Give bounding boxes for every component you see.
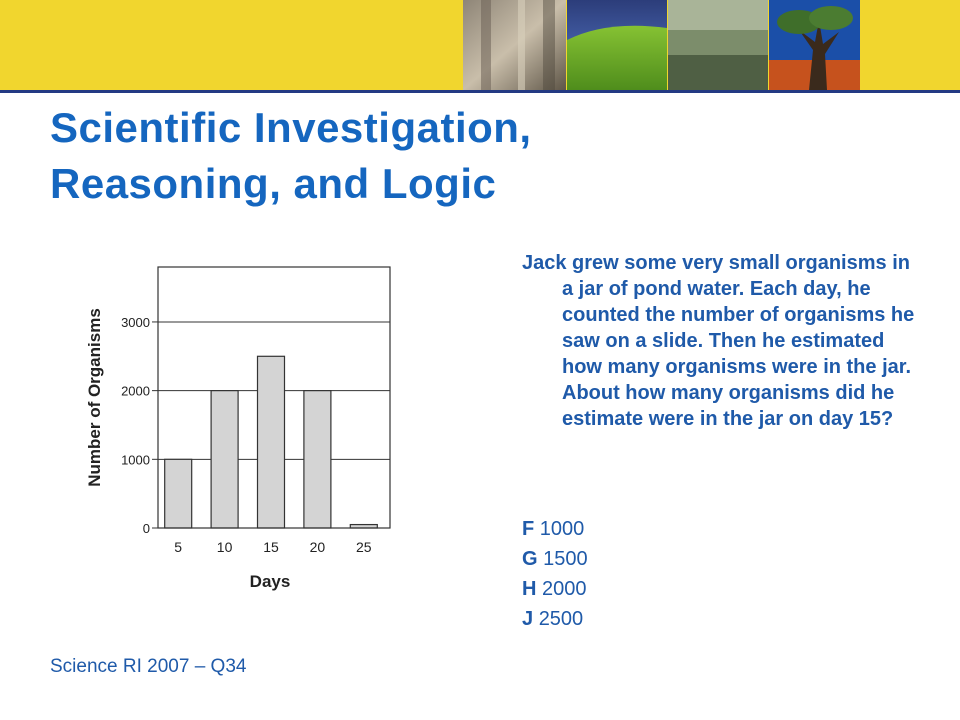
option-value: 2000	[542, 578, 587, 600]
bar	[211, 391, 238, 528]
x-tick-label: 20	[309, 539, 326, 555]
y-tick-label: 2000	[121, 383, 150, 399]
question-text: Jack grew some very small organisms in a jar of pond water. Each day, he counted the number of organisms he saw on a slide. Then he estimated how many organisms were in the jar. About how many organisms did he estimate were in the jar on day 15?	[522, 252, 915, 430]
y-tick-label: 3000	[121, 314, 150, 330]
option-letter: G	[522, 548, 538, 570]
bar	[165, 459, 192, 528]
answer-options	[522, 514, 588, 634]
x-tick-label: 25	[356, 539, 372, 555]
desert-tree-photo	[769, 0, 860, 90]
source-note: Science RI 2007 – Q34	[50, 656, 247, 677]
y-axis-label: Number of Organisms	[85, 308, 104, 487]
x-tick-label: 15	[263, 539, 279, 555]
x-tick-label: 5	[174, 539, 183, 555]
bar	[258, 356, 285, 528]
option-value: 2500	[538, 608, 584, 630]
bar	[304, 391, 331, 528]
window-light-photo	[463, 0, 566, 90]
slide-title: Scientific Investigation, Reasoning, and Logic	[50, 104, 532, 207]
chart-svg	[80, 255, 400, 595]
answer-option[interactable]	[522, 544, 588, 574]
option-value: 1500	[543, 548, 588, 570]
option-letter: J	[522, 608, 534, 630]
x-axis-label: Days	[249, 572, 291, 591]
x-tick-label: 10	[216, 539, 233, 555]
y-tick-label: 0	[142, 521, 150, 536]
answer-option[interactable]	[522, 604, 588, 634]
option-letter: F	[522, 518, 535, 540]
question-block	[522, 250, 922, 432]
header-rule	[0, 90, 960, 93]
green-hill-photo	[567, 0, 667, 90]
answer-option[interactable]	[522, 574, 588, 604]
option-letter: H	[522, 578, 537, 600]
organisms-bar-chart	[80, 255, 400, 595]
answer-option[interactable]	[522, 514, 588, 544]
option-value: 1000	[539, 518, 585, 540]
marsh-photo	[668, 0, 768, 90]
y-tick-label: 1000	[121, 452, 150, 468]
